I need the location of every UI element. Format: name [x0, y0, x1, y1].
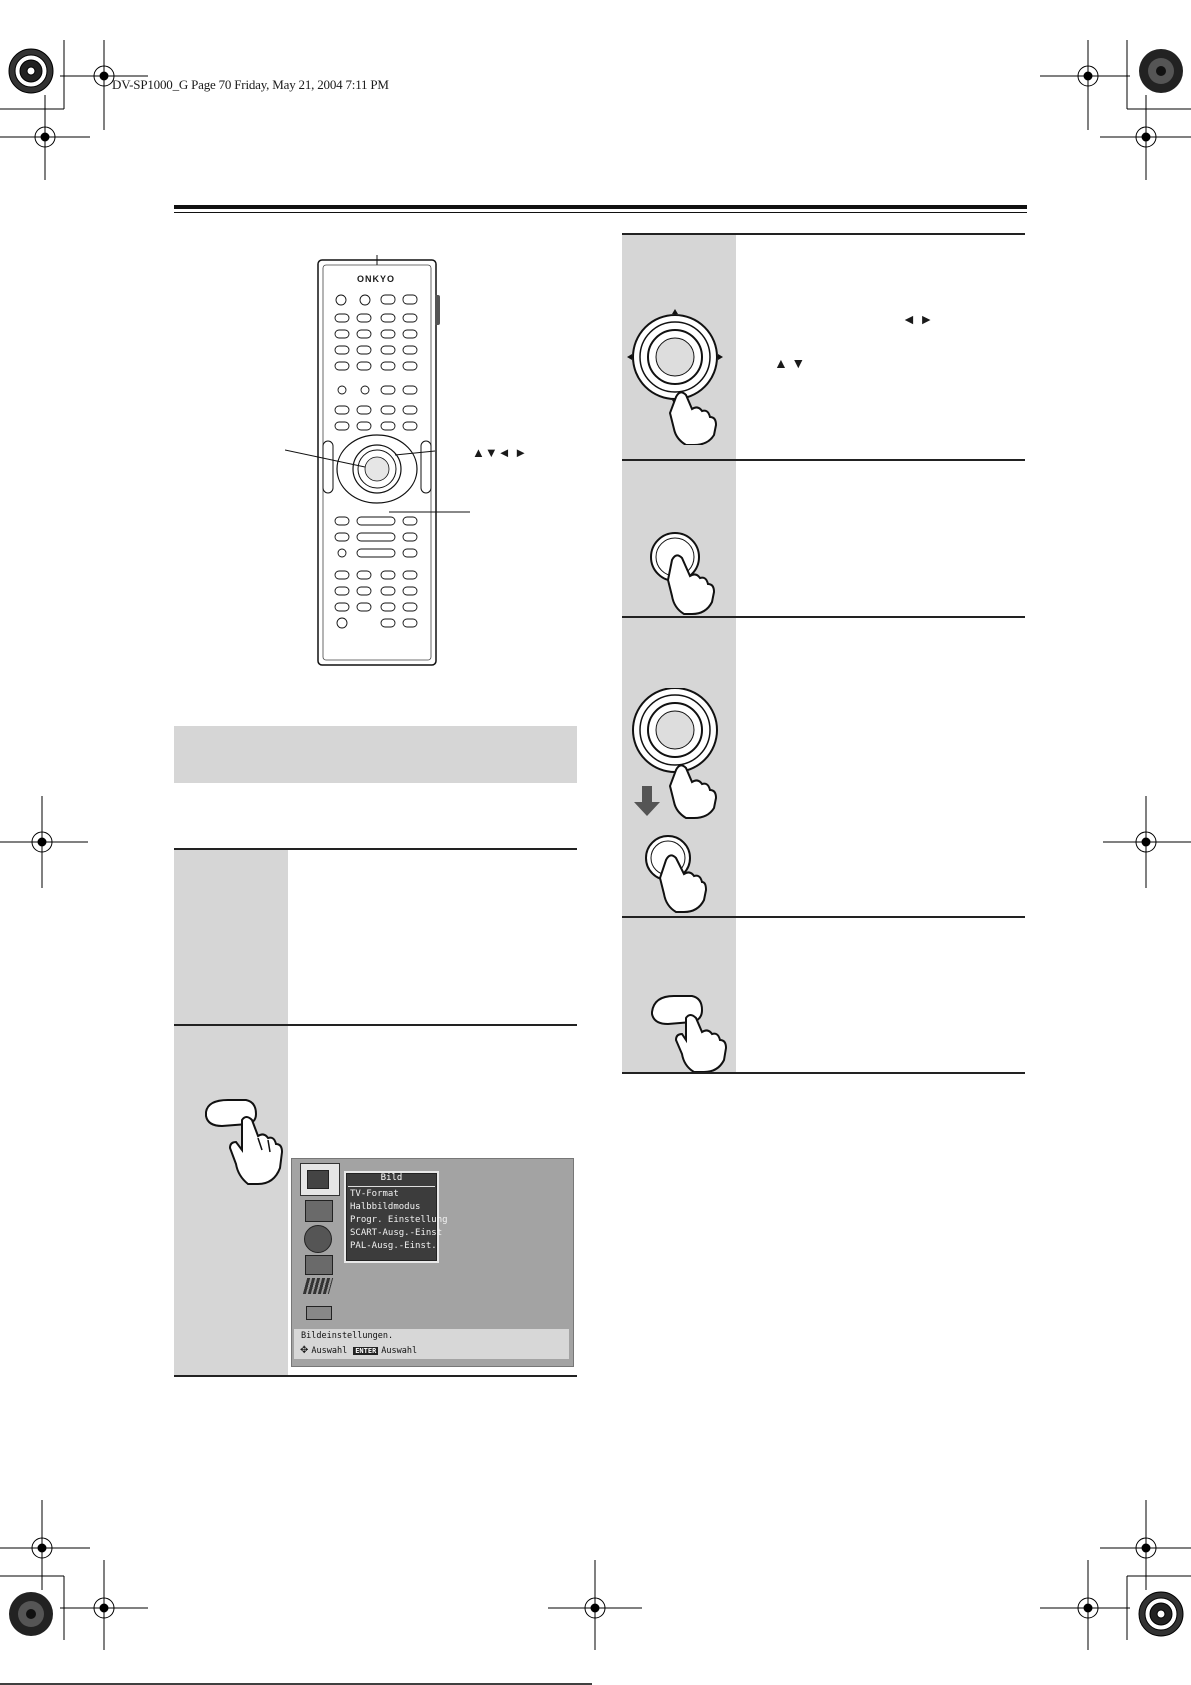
page-top-rule-thin	[174, 212, 1027, 213]
enter-button-hand-icon	[648, 530, 738, 616]
dpad-then-enter-icon	[626, 688, 736, 913]
remote-brand-label: ONKYO	[357, 274, 396, 284]
osd-help-text: Bildeinstellungen.	[301, 1331, 394, 1341]
dpad-hand-icon	[626, 305, 736, 445]
osd-nav-label: Auswahl	[381, 1345, 418, 1356]
lock-tab-icon	[306, 1306, 332, 1320]
osd-menu-title: Bild	[380, 1173, 403, 1183]
osd-nav-label: Auswahl	[311, 1345, 348, 1356]
step-3-up-down-arrows: ▲ ▼	[774, 357, 806, 372]
osd-help-bar	[294, 1329, 569, 1359]
step-divider	[174, 1375, 577, 1377]
registration-target-top-left	[9, 49, 53, 93]
audio-tab-icon	[305, 1200, 333, 1222]
enter-key-label: ENTER	[355, 1346, 377, 1355]
osd-menu	[344, 1171, 448, 1263]
osd-menu-item[interactable]: Progr. Einstellung	[350, 1215, 448, 1225]
language-tab-icon	[304, 1225, 332, 1253]
step-3-left-right-arrows: ◄ ►	[902, 313, 934, 328]
picture-tab-icon	[307, 1170, 329, 1189]
section-heading-box	[174, 726, 577, 783]
page-top-rule	[174, 205, 1027, 209]
print-header: DV-SP1000_G Page 70 Friday, May 21, 2004 7:11 PM	[112, 77, 389, 92]
remote-control-illustration	[285, 255, 545, 670]
osd-menu-item[interactable]: SCART-Ausg.-Einst	[350, 1228, 443, 1238]
osd-menu-item[interactable]: TV-Format	[350, 1189, 399, 1199]
hand-press-button-icon	[198, 1092, 294, 1188]
osd-menu-item[interactable]: PAL-Ausg.-Einst.	[350, 1241, 437, 1251]
step-2-number-cell	[174, 1026, 288, 1375]
osd-menu-item[interactable]: Halbbildmodus	[350, 1202, 421, 1212]
registration-target-bottom-right	[1139, 1592, 1183, 1636]
step-1-number-cell	[174, 850, 288, 1024]
registration-target-bottom-left	[9, 1592, 53, 1636]
remote-arrow-label: ▲▼◄ ►	[472, 445, 528, 460]
setup-button-hand-icon	[646, 990, 742, 1072]
display-tab-icon	[305, 1255, 333, 1275]
speaker-tab-icon	[303, 1278, 333, 1294]
step-divider	[622, 1072, 1025, 1074]
registration-target-top-right	[1139, 49, 1183, 93]
dpad-icon: ✥	[300, 1345, 309, 1356]
